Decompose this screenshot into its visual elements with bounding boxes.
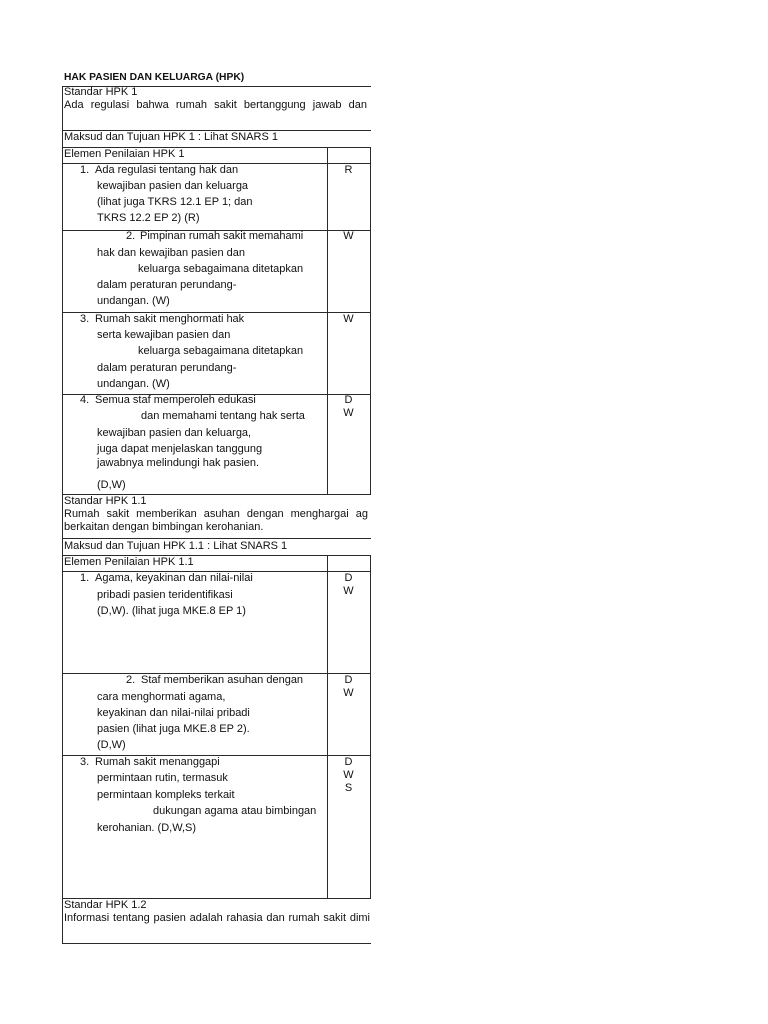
element-text-line: cara menghormati agama, [97,691,226,703]
table-right-border [370,555,371,899]
table-rule [62,943,371,944]
element-code: R [344,164,353,176]
element-code: D [344,756,353,768]
element-code: D [344,394,353,406]
element-number: 4. [80,394,90,406]
elements-header: Elemen Penilaian HPK 1 [64,148,185,160]
standard-text-line: Informasi tentang pasien adalah rahasia dan rumah sakit dimi [64,912,370,924]
table-right-border [370,147,371,495]
element-text-line: permintaan kompleks terkait [97,789,235,801]
standard-label: Standar HPK 1.1 [64,495,147,507]
element-text-line: serta kewajiban pasien dan [97,329,231,341]
element-text-line: keyakinan dan nilai-nilai pribadi [97,707,250,719]
intent-text: Maksud dan Tujuan HPK 1 : Lihat SNARS 1 [64,131,279,143]
element-number: 1. [80,164,90,176]
element-text-line: juga dapat menjelaskan tanggung [97,443,263,455]
element-text-line: Semua staf memperoleh edukasi [95,394,256,406]
element-code: W [343,585,354,597]
element-text-line: (lihat juga TKRS 12.1 EP 1; dan [97,196,253,208]
standard-label: Standar HPK 1 [64,86,138,98]
document-title: HAK PASIEN DAN KELUARGA (HPK) [64,72,245,83]
element-text-line: pasien (lihat juga MKE.8 EP 2). [97,723,250,735]
element-code: W [343,230,354,242]
element-text-line: TKRS 12.2 EP 2) (R) [97,212,200,224]
element-text-line: undangan. (W) [97,295,170,307]
element-text-line: Pimpinan rumah sakit memahami [140,230,304,242]
element-code: W [343,407,354,419]
element-text-line: keluarga sebagaimana ditetapkan [138,345,304,357]
element-text-line: permintaan rutin, termasuk [97,772,228,784]
element-text-line: (D,W) [97,739,126,751]
element-number: 1. [80,572,90,584]
table-left-border [62,86,63,944]
element-text-line: pribadi pasien teridentifikasi [97,589,233,601]
standard-text-line: berkaitan dengan bimbingan kerohanian. [64,521,264,533]
element-code: W [343,687,354,699]
standard-text-line: Rumah sakit memberikan asuhan dengan menghargai ag [64,508,368,520]
elements-header: Elemen Penilaian HPK 1.1 [64,556,194,568]
element-text-line: Staf memberikan asuhan dengan [141,674,304,686]
element-code: W [343,313,354,325]
element-text-line: Agama, keyakinan dan nilai-nilai [95,572,253,584]
element-text-line: Rumah sakit menanggapi [95,756,220,768]
element-text-line: Rumah sakit menghormati hak [95,313,245,325]
element-text-line: kewajiban pasien dan keluarga [97,180,249,192]
element-number: 3. [80,756,90,768]
element-number: 3. [80,313,90,325]
column-divider [327,555,328,899]
element-text-line: undangan. (W) [97,378,170,390]
element-text-line: dalam peraturan perundang- [97,362,237,374]
element-code: D [344,572,353,584]
element-text-line: kewajiban pasien dan keluarga, [97,427,252,439]
element-text-line: (D,W) [97,479,126,491]
table-rule [62,538,371,539]
element-text-line: Ada regulasi tentang hak dan [95,164,239,176]
intent-text: Maksud dan Tujuan HPK 1.1 : Lihat SNARS 1 [64,540,288,552]
element-text-line: (D,W). (lihat juga MKE.8 EP 1) [97,605,246,617]
standard-text-line: Ada regulasi bahwa rumah sakit bertanggung jawab dan [64,99,367,111]
element-text-line: hak dan kewajiban pasien dan [97,247,246,259]
element-text-line: dan memahami tentang hak serta [141,410,305,422]
element-code: W [343,769,354,781]
element-number: 2. [126,230,136,242]
element-code: D [344,674,353,686]
standard-label: Standar HPK 1.2 [64,899,147,911]
element-text-line: kerohanian. (D,W,S) [97,822,197,834]
element-text-line: dalam peraturan perundang- [97,279,237,291]
element-number: 2. [126,674,136,686]
element-text-line: jawabnya melindungi hak pasien. [97,457,260,469]
element-text-line: keluarga sebagaimana ditetapkan [138,263,304,275]
element-code: S [344,782,353,794]
element-text-line: dukungan agama atau bimbingan [153,805,317,817]
